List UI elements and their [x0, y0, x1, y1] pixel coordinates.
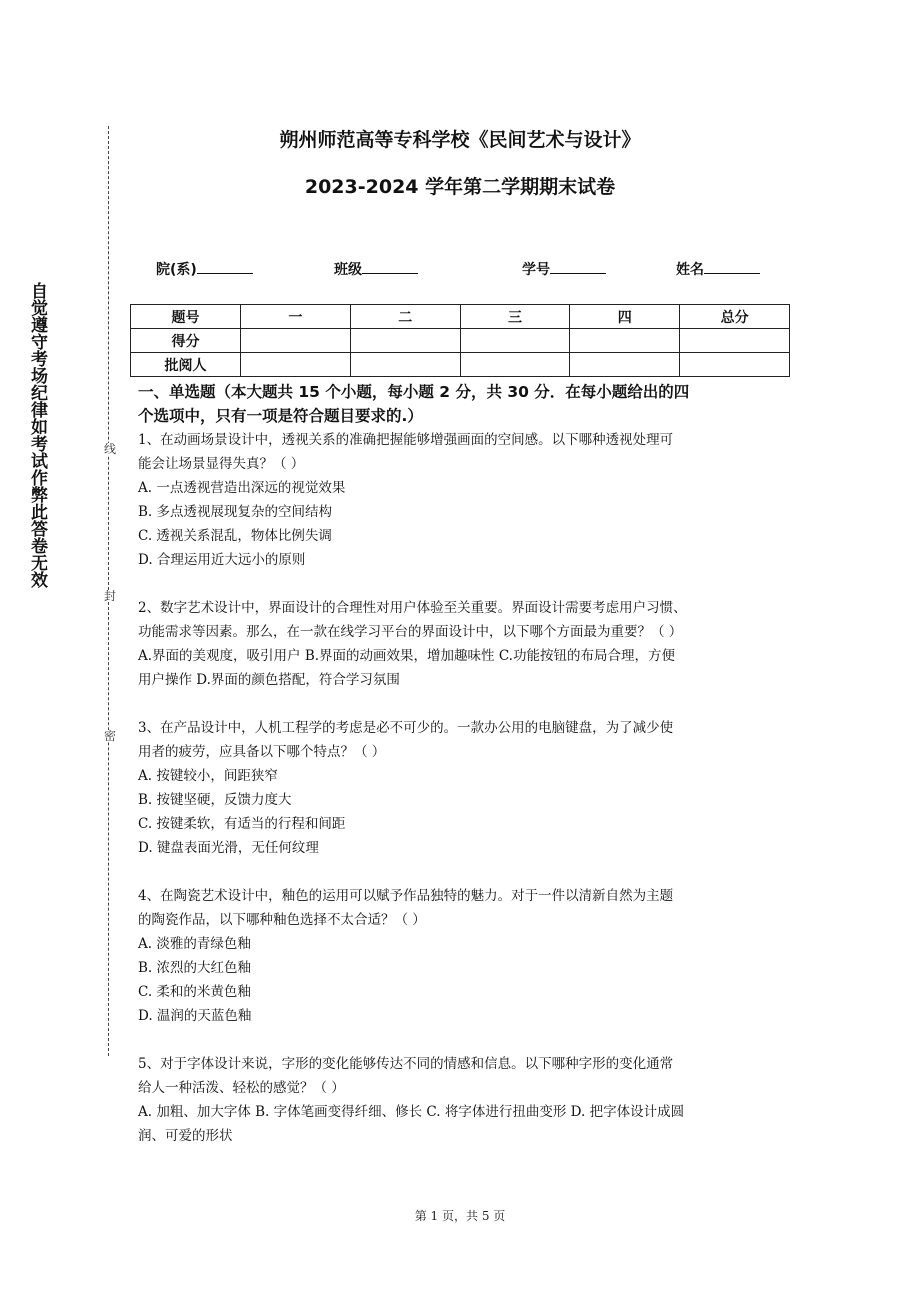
- reviewer-cell[interactable]: [460, 353, 570, 377]
- department-field[interactable]: [156, 259, 253, 280]
- score-table: [130, 304, 790, 377]
- question-option: B. 按键坚硬，反馈力度大: [138, 792, 292, 808]
- name-blank[interactable]: [704, 259, 760, 274]
- score-cell[interactable]: [680, 329, 790, 353]
- score-row: [131, 329, 790, 353]
- question-stem: 能会让场景显得失真？（ ）: [138, 456, 305, 472]
- reviewer-row: [131, 353, 790, 377]
- question-option: A.界面的美观度，吸引用户 B.界面的动画效果，增加趣味性 C.功能按钮的布局合理，方便: [138, 648, 675, 664]
- exam-title: 朔州师范高等专科学校《民间艺术与设计》: [279, 129, 641, 151]
- question-option: C. 按键柔软，有适当的行程和间距: [138, 816, 346, 832]
- question-stem: 3、在产品设计中，人机工程学的考虑是必不可少的。一款办公用的电脑键盘，为了减少使: [138, 720, 674, 736]
- exam-discipline-warning: 自觉遵守考场纪律如考试作弊此答卷无效: [27, 282, 47, 588]
- question-option: C. 柔和的米黄色釉: [138, 984, 251, 1000]
- page-footer: 第 1 页，共 5 页: [414, 1209, 506, 1223]
- questions-section: [138, 380, 790, 1148]
- question-stem: 功能需求等因素。那么，在一款在线学习平台的界面设计中，以下哪个方面最为重要？（ ）: [138, 624, 683, 640]
- question-option: D. 合理运用近大远小的原则: [138, 552, 306, 568]
- question-stem: 给人一种活泼、轻松的感觉？（ ）: [138, 1080, 345, 1096]
- name-label: 姓名: [676, 262, 704, 278]
- question-option: D. 温润的天蓝色釉: [138, 1008, 252, 1024]
- class-blank[interactable]: [362, 259, 418, 274]
- question-stem: 5、对于字体设计来说，字形的变化能够传达不同的情感和信息。以下哪种字形的变化通常: [138, 1056, 674, 1072]
- question-option: A. 按键较小，间距狭窄: [138, 768, 278, 784]
- student-id-blank[interactable]: [550, 259, 606, 274]
- question-stem: 用者的疲劳，应具备以下哪个特点？（ ）: [138, 744, 386, 760]
- question-5: [138, 1052, 790, 1148]
- reviewer-cell[interactable]: [241, 353, 351, 377]
- reviewer-cell[interactable]: [570, 353, 680, 377]
- section-heading-line: 个选项中，只有一项是符合题目要求的.）: [138, 407, 423, 425]
- score-row-label: 得分: [131, 329, 241, 353]
- exam-subtitle: 2023-2024 学年第二学期期末试卷: [304, 176, 616, 198]
- section-heading-line: 一、单选题（本大题共 15 个小题，每小题 2 分，共 30 分．在每小题给出的四: [138, 383, 690, 401]
- reviewer-cell[interactable]: [350, 353, 460, 377]
- score-table-header-row: [131, 305, 790, 329]
- department-blank[interactable]: [197, 259, 253, 274]
- question-stem: 1、在动画场景设计中，透视关系的准确把握能够增强画面的空间感。以下哪种透视处理可: [138, 432, 674, 448]
- cut-label-line: 线: [104, 442, 117, 456]
- department-label: 院(系): [156, 262, 197, 278]
- question-stem: 的陶瓷作品，以下哪种釉色选择不太合适？（ ）: [138, 912, 426, 928]
- student-id-label: 学号: [522, 262, 550, 278]
- question-3: [138, 716, 790, 860]
- header-cell-total: 总分: [680, 305, 790, 329]
- question-option: A. 淡雅的青绿色釉: [138, 936, 251, 952]
- question-2: [138, 596, 790, 692]
- score-cell[interactable]: [570, 329, 680, 353]
- name-field[interactable]: [676, 259, 760, 280]
- reviewer-row-label: 批阅人: [131, 353, 241, 377]
- question-option: B. 多点透视展现复杂的空间结构: [138, 504, 333, 520]
- header-cell-2: 二: [350, 305, 460, 329]
- question-option: 润、可爱的形状: [138, 1128, 233, 1144]
- cut-label-secret: 密: [104, 729, 117, 743]
- header-cell-1: 一: [241, 305, 351, 329]
- question-option: C. 透视关系混乱，物体比例失调: [138, 528, 332, 544]
- score-cell[interactable]: [350, 329, 460, 353]
- question-option: 用户操作 D.界面的颜色搭配，符合学习氛围: [138, 672, 400, 688]
- cut-label-seal: 封: [104, 589, 117, 603]
- student-info-row: [0, 259, 920, 281]
- question-4: [138, 884, 790, 1028]
- question-option: A. 加粗、加大字体 B. 字体笔画变得纤细、修长 C. 将字体进行扭曲变形 D. 把字体设计成圆: [138, 1104, 685, 1120]
- student-id-field[interactable]: [522, 259, 606, 280]
- class-label: 班级: [334, 262, 362, 278]
- question-option: A. 一点透视营造出深远的视觉效果: [138, 480, 346, 496]
- header-cell-4: 四: [570, 305, 680, 329]
- question-option: B. 浓烈的大红色釉: [138, 960, 252, 976]
- question-stem: 4、在陶瓷艺术设计中，釉色的运用可以赋予作品独特的魅力。对于一件以清新自然为主题: [138, 888, 674, 904]
- question-stem: 2、数字艺术设计中，界面设计的合理性对用户体验至关重要。界面设计需要考虑用户习惯、: [138, 600, 687, 616]
- score-cell[interactable]: [241, 329, 351, 353]
- reviewer-cell[interactable]: [680, 353, 790, 377]
- score-cell[interactable]: [460, 329, 570, 353]
- header-cell-3: 三: [460, 305, 570, 329]
- header-cell-question-no: 题号: [131, 305, 241, 329]
- class-field[interactable]: [334, 259, 418, 280]
- question-option: D. 键盘表面光滑，无任何纹理: [138, 840, 319, 856]
- question-1: [138, 428, 790, 572]
